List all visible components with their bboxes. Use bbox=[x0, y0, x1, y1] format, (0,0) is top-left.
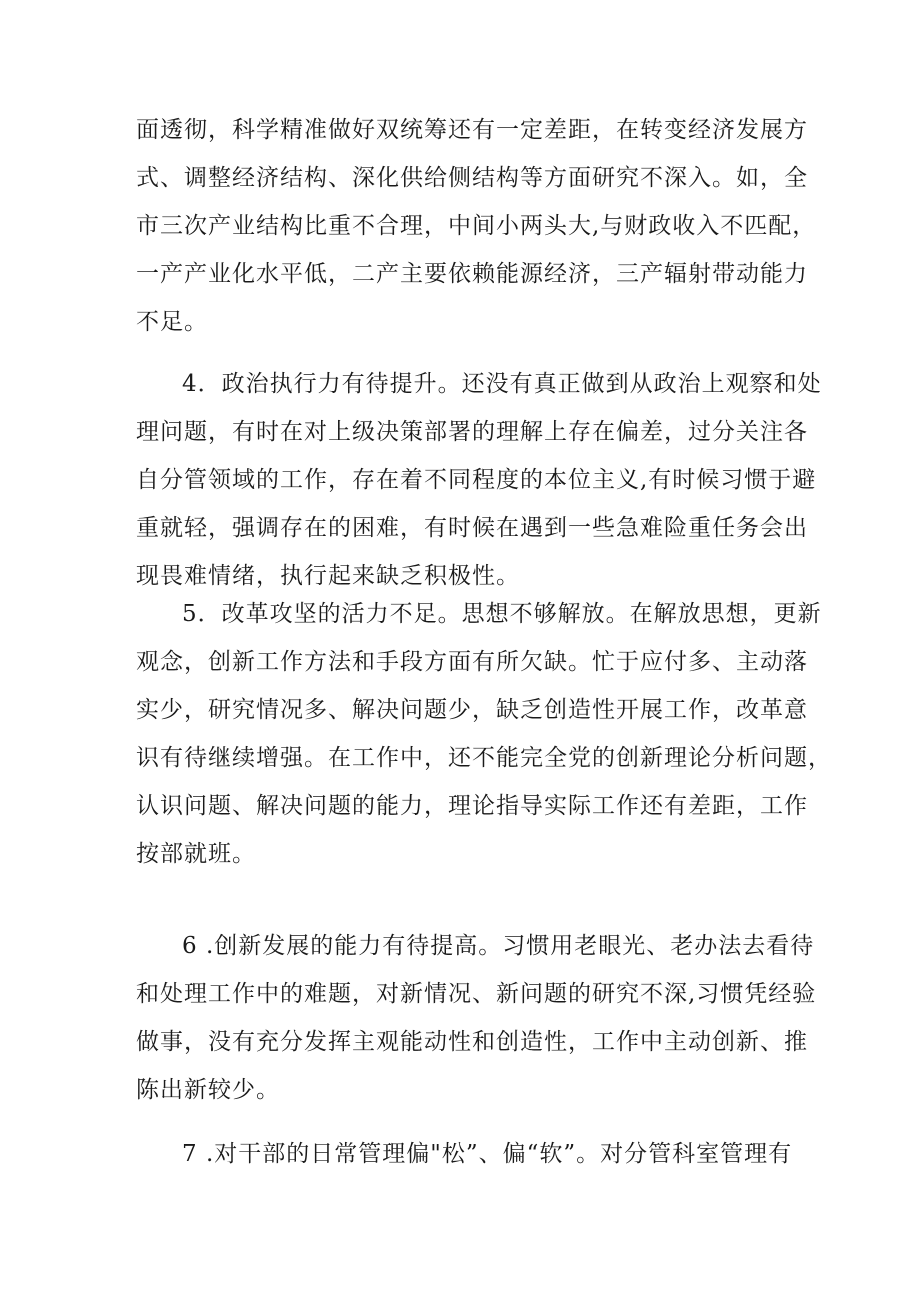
text-line: 实少，研究情况多、解决问题少，缺乏创造性开展工作，改革意 bbox=[136, 697, 808, 723]
text-line: 现畏难情绪，执行起来缺乏积极性。 bbox=[136, 563, 520, 589]
text-line: 和处理工作中的难题，对新情况、新问题的研究不深,习惯凭经验 bbox=[136, 981, 817, 1007]
text-line: 市三次产业结构比重不合理，中间小两头大,与财政收入不匹配， bbox=[136, 213, 817, 239]
text-line: 陈出新较少。 bbox=[136, 1077, 280, 1103]
text-line: 理问题，有时在对上级决策部署的理解上存在偏差，过分关注各 bbox=[136, 419, 808, 445]
text-line: 观念，创新工作方法和手段方面有所欠缺。忙于应付多、主动落 bbox=[136, 649, 808, 675]
text-line: 4．政治执行力有待提升。还没有真正做到从政治上观察和处 bbox=[182, 371, 822, 397]
text-line: 认识问题、解决问题的能力，理论指导实际工作还有差距，工作 bbox=[136, 793, 808, 819]
text-line: 7 .对干部的日常管理偏"松”、偏“软”。对分管科室管理有 bbox=[182, 1141, 793, 1167]
paragraph-item-4 bbox=[136, 360, 822, 600]
text-line: 式、调整经济结构、深化供给侧结构等方面研究不深入。如，全 bbox=[136, 165, 808, 191]
text-line: 面透彻，科学精准做好双统筹还有一定差距，在转变经济发展方 bbox=[136, 117, 808, 143]
paragraph-item-7 bbox=[136, 1130, 796, 1178]
text-line: 重就轻，强调存在的困难，有时候在遇到一些急难险重任务会出 bbox=[136, 515, 808, 541]
text-line: 5．改革攻坚的活力不足。思想不够解放。在解放思想，更新 bbox=[182, 601, 822, 627]
text-line: 按部就班。 bbox=[136, 841, 256, 867]
text-line: 识有待继续增强。在工作中，还不能完全党的创新理论分析问题， bbox=[136, 745, 832, 771]
text-line: 自分管领域的工作，存在着不同程度的本位主义,有时候习惯于避 bbox=[136, 467, 817, 493]
paragraph-item-5 bbox=[136, 590, 832, 878]
paragraph-item-6 bbox=[136, 922, 817, 1114]
text-line: 6 .创新发展的能力有待提高。习惯用老眼光、老办法去看待 bbox=[182, 933, 815, 959]
paragraph-economic-development bbox=[136, 106, 817, 346]
text-line: 不足。 bbox=[136, 309, 208, 335]
text-line: 一产产业化水平低，二产主要依赖能源经济，三产辐射带动能力 bbox=[136, 261, 808, 287]
text-line: 做事，没有充分发挥主观能动性和创造性，工作中主动创新、推 bbox=[136, 1029, 808, 1055]
